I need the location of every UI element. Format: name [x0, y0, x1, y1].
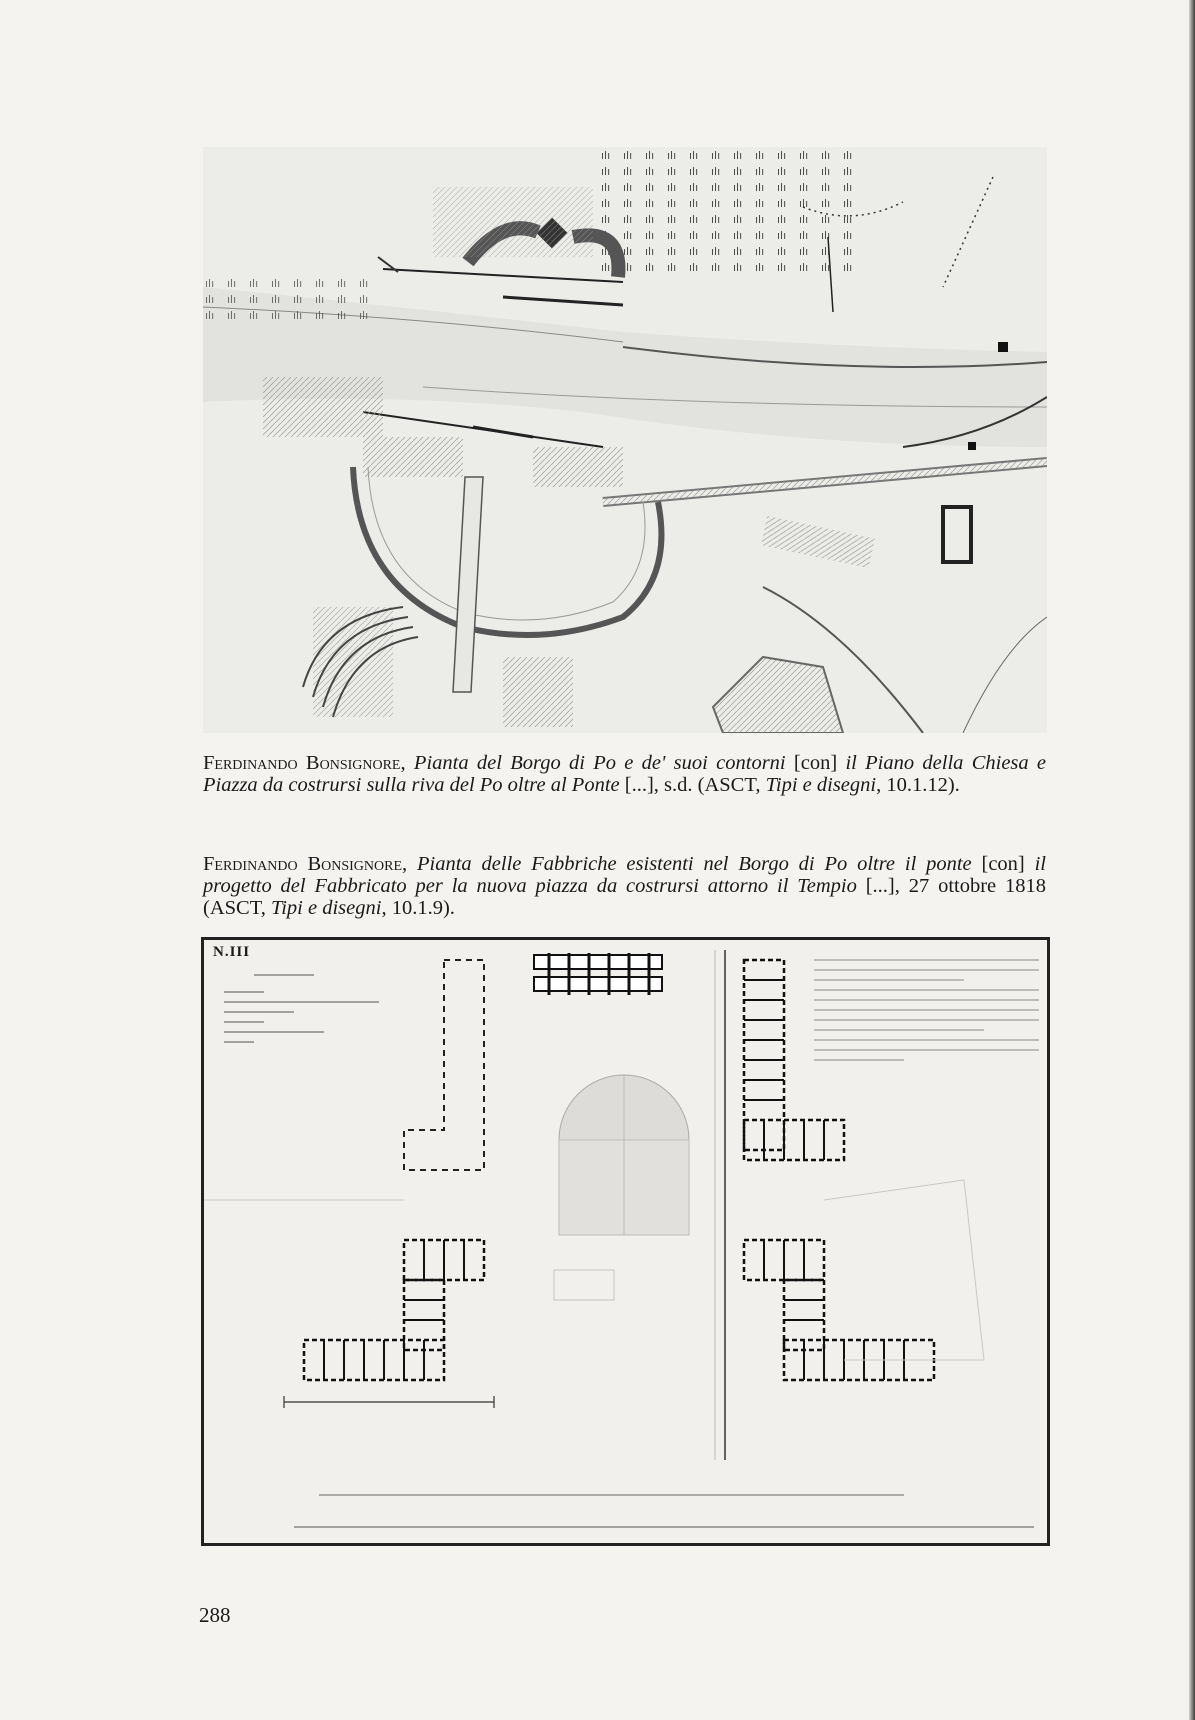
caption2-archive: Tipi e disegni: [270, 897, 382, 919]
page-number: 288: [199, 1603, 231, 1627]
caption1-subtitle: il Piano della Chiesa e Piazza da costrursi sulla riva del Po oltre al Ponte: [203, 752, 1047, 796]
map-drawing: [203, 147, 1047, 733]
caption2-ref: , 10.1.9).: [381, 897, 455, 919]
caption1-tail: [...], s.d. (ASCT,: [624, 774, 761, 796]
caption1-con: [con]: [793, 752, 838, 774]
caption2-tail: [...], 27 ottobre 1818 (ASCT,: [203, 875, 1046, 919]
caption1-archive: Tipi e disegni: [765, 774, 877, 796]
caption-figure-1: Ferdinando Bonsignore, Pianta del Borgo di Po e de' suoi contorni [con] il Piano della Chiesa e Piazza da costrursi sulla riva del Po oltre al Ponte [...], s.d. (ASCT, Tipi e disegni, 10.1.12).: [203, 752, 1047, 796]
caption2-con: [con]: [981, 853, 1025, 875]
caption1-title: Pianta del Borgo di Po e de' suoi contorni: [413, 752, 786, 774]
figure-plan-fabbriche: [201, 937, 1050, 1546]
caption2-title: Pianta delle Fabbriche esistenti nel Borgo di Po oltre il ponte: [417, 853, 972, 875]
caption1-author-last: Bonsignore: [305, 752, 401, 774]
caption2-author-last: Bonsignore: [307, 853, 403, 875]
caption1-author-first: Ferdinando: [203, 752, 298, 774]
plate-number-label: N.III: [213, 944, 251, 960]
caption2-author-first: Ferdinando: [203, 853, 298, 875]
caption1-ref: , 10.1.12).: [876, 774, 960, 796]
plan-drawing: [204, 940, 1047, 1543]
caption-figure-2: Ferdinando Bonsignore, Pianta delle Fabbriche esistenti nel Borgo di Po oltre il ponte [con] il progetto del Fabbricato per la nuova piazza da costrursi attorno il Tempio [...], 27 ottobre 1818 (ASCT, Tipi e disegni, 10.1.9).: [203, 853, 1047, 919]
figure-map-borgo-di-po: [203, 147, 1047, 733]
caption2-subtitle: il progetto del Fabbricato per la nuova piazza da costrursi attorno il Tempio: [203, 853, 1047, 897]
page-edge: [1189, 0, 1195, 1720]
